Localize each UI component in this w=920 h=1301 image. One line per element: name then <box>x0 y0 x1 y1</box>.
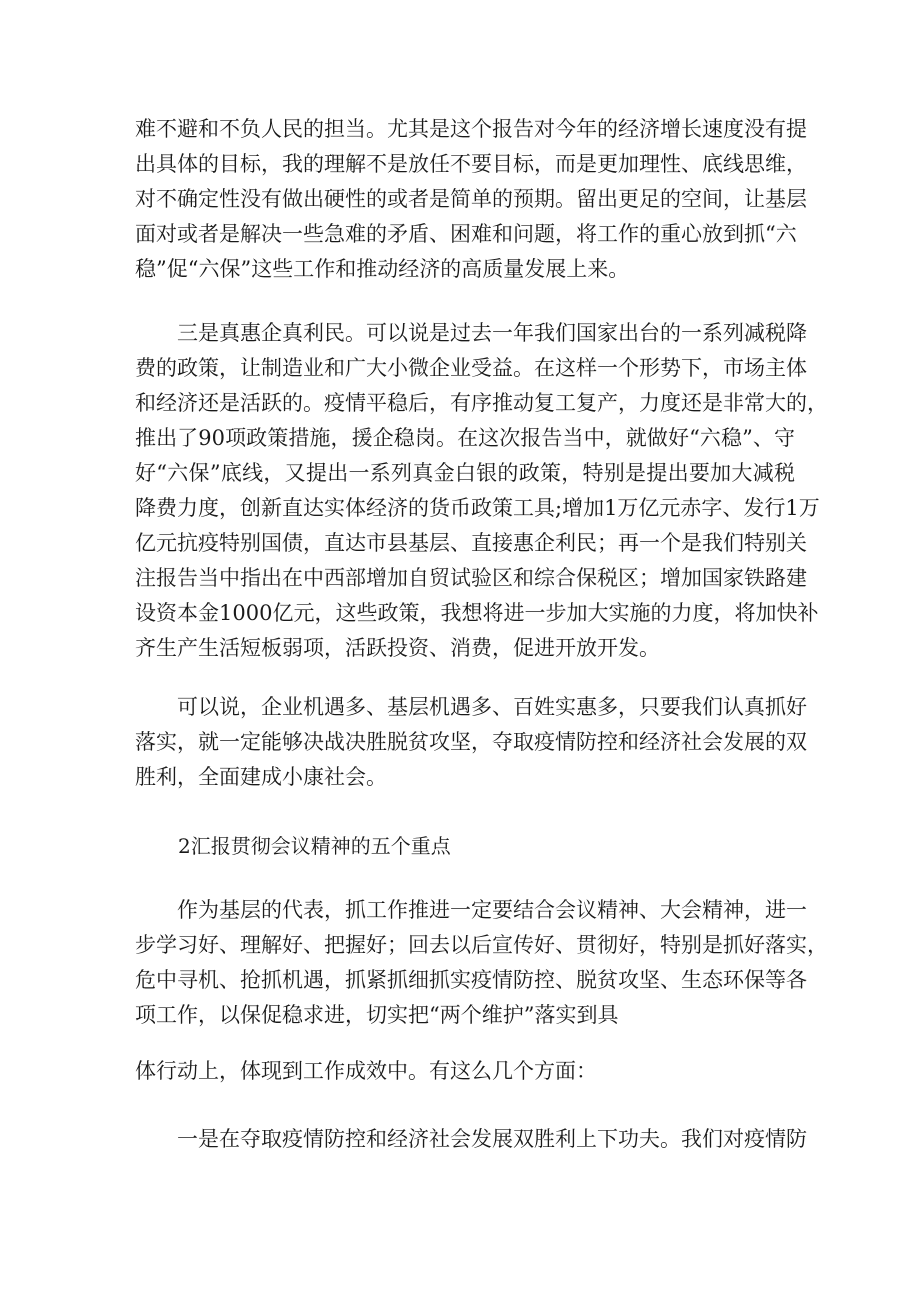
paragraph-line: 好“六保”底线，又提出一系列真金白银的政策，特别是提出要加大减税 <box>135 461 795 485</box>
paragraph-2 <box>135 316 828 666</box>
paragraph-line: 胜利，全面建成小康社会。 <box>135 765 387 789</box>
paragraph-line: 降费力度，创新直达实体经济的货币政策工具;增加1万亿元赤字、发行1万 <box>135 496 820 520</box>
paragraph-3 <box>135 690 807 795</box>
section-heading: 2汇报贯彻会议精神的五个重点 <box>178 834 451 858</box>
paragraph-line: 一是在夺取疫情防控和经济社会发展双胜利上下功夫。我们对疫情防 <box>135 1127 807 1151</box>
paragraph-line: 体行动上，体现到工作成效中。有这么几个方面： <box>135 1059 597 1083</box>
paragraph-line: 和经济还是活跃的。疫情平稳后，有序推动复工复产，力度还是非常大的， <box>135 391 828 415</box>
paragraph-line: 可以说，企业机遇多、基层机遇多、百姓实惠多，只要我们认真抓好 <box>135 695 807 719</box>
paragraph-line: 注报告当中指出在中西部增加自贸试验区和综合保税区；增加国家铁路建 <box>135 566 807 590</box>
paragraph-1 <box>135 112 807 287</box>
paragraph-line: 出具体的目标，我的理解不是放任不要目标，而是更加理性、底线思维， <box>135 152 807 176</box>
paragraph-line: 费的政策，让制造业和广大小微企业受益。在这样一个形势下，市场主体 <box>135 356 807 380</box>
paragraph-line: 设资本金1000亿元，这些政策，我想将进一步加大实施的力度，将加快补 <box>135 601 819 625</box>
paragraph-line: 面对或者是解决一些急难的矛盾、困难和问题，将工作的重心放到抓“六 <box>135 222 797 246</box>
paragraph-line: 难不避和不负人民的担当。尤其是这个报告对今年的经济增长速度没有提 <box>135 117 807 141</box>
paragraph-line: 项工作，以保促稳求进，切实把“两个维护”落实到具 <box>135 1003 619 1027</box>
paragraph-line: 作为基层的代表，抓工作推进一定要结合会议精神、大会精神，进一 <box>135 898 807 922</box>
paragraph-line: 落实，就一定能够决战决胜脱贫攻坚，夺取疫情防控和经济社会发展的双 <box>135 730 807 754</box>
paragraph-line: 亿元抗疫特别国债，直达市县基层、直接惠企利民；再一个是我们特别关 <box>135 531 807 555</box>
paragraph-6 <box>135 1122 807 1157</box>
paragraph-line: 齐生产生活短板弱项，活跃投资、消费，促进开放开发。 <box>135 636 660 660</box>
paragraph-line: 对不确定性没有做出硬性的或者是简单的预期。留出更足的空间，让基层 <box>135 187 807 211</box>
paragraph-line: 危中寻机、抢抓机遇，抓紧抓细抓实疫情防控、脱贫攻坚、生态环保等各 <box>135 968 807 992</box>
paragraph-5 <box>135 1054 795 1089</box>
paragraph-4 <box>135 893 828 1033</box>
paragraph-line: 三是真惠企真利民。可以说是过去一年我们国家出台的一系列减税降 <box>135 321 807 345</box>
paragraph-line: 步学习好、理解好、把握好；回去以后宣传好、贯彻好，特别是抓好落实， <box>135 933 828 957</box>
paragraph-line: 稳”促“六保”这些工作和推动经济的高质量发展上来。 <box>135 257 630 281</box>
paragraph-line: 推出了90项政策措施，援企稳岗。在这次报告当中，就做好“六稳”、守 <box>135 426 795 450</box>
